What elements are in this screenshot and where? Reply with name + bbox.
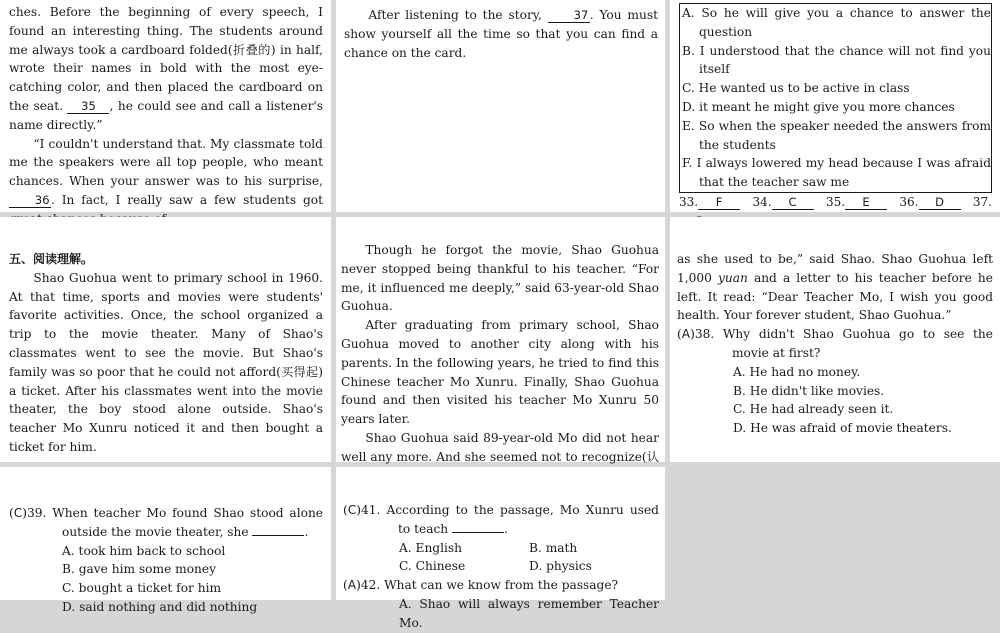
option: A. English xyxy=(399,540,462,555)
empty-area xyxy=(670,467,1000,600)
question-39: (C)39. When teacher Mo found Shao stood alone outside the movie theater, she . xyxy=(9,506,323,539)
passage-paragraph: Though he forgot the movie, Shao Guohua never stopped being thankful to his teacher. “For me, it influenced me deeply,” said 63-year-old Shao Guohua. xyxy=(341,243,659,314)
option-e: E. So when the speaker needed the answers from the students xyxy=(682,118,991,152)
blank-35: 35 xyxy=(67,99,109,114)
option: A. He had no money. xyxy=(733,364,861,379)
blank-39 xyxy=(252,524,304,536)
answer-39: C xyxy=(13,506,23,520)
option: B. He didn't like movies. xyxy=(733,383,885,398)
options-box xyxy=(679,3,992,193)
section-heading: 五、阅读理解。 xyxy=(9,252,94,266)
panel-top-right xyxy=(670,0,1000,212)
answer-35: E xyxy=(845,195,887,210)
answer-34: C xyxy=(772,195,814,210)
question-41: (C)41. According to the passage, Mo Xunru used to teach . xyxy=(343,503,659,536)
answer-36: D xyxy=(919,195,961,210)
question-38: (A)38. Why didn't Shao Guohua go to see the movie at first? xyxy=(677,327,993,360)
option-a: A. So he will give you a chance to answer the question xyxy=(682,6,991,39)
option-d: D. it meant he might give you more chances xyxy=(682,99,955,114)
option-f: F. I always lowered my head because I was afraid that the teacher saw me xyxy=(682,156,991,190)
blank-41 xyxy=(452,521,504,533)
option-row xyxy=(343,539,659,558)
option: D. said nothing and did nothing xyxy=(62,599,258,614)
option: C. bought a ticket for him xyxy=(62,581,222,596)
panel-mid-left xyxy=(0,217,331,462)
panel-bot-left xyxy=(0,467,331,614)
blank-36: 36 xyxy=(9,193,51,208)
option: B. gave him some money xyxy=(62,562,216,577)
panel-bot-mid xyxy=(336,467,665,630)
option: D. physics xyxy=(529,559,592,574)
panel-top-mid xyxy=(336,0,665,212)
option: C. Chinese xyxy=(399,559,466,574)
option-c: C. He wanted us to be active in class xyxy=(682,81,910,96)
passage-paragraph: After graduating from primary school, Shao Guohua moved to another city along with his parents. In the following years, he tried to find this Chinese teacher Mo Xunru. Finally, Shao Guohua found and then visited his teacher Mo Xunru 50 years later. xyxy=(341,318,659,427)
passage-paragraph: Shao Guohua said 89-year-old Mo did not hear well any more. And she seemed not to recognize(认 xyxy=(341,430,659,464)
panel-mid-right xyxy=(670,217,1000,462)
panel-top-left xyxy=(0,0,331,212)
option-b: B. I understood that the chance will not find you itself xyxy=(682,43,991,77)
option: A. took him back to school xyxy=(62,543,226,558)
option-row xyxy=(343,557,659,576)
option: A. Shao will always remember Teacher Mo. xyxy=(399,596,659,630)
option: B. math xyxy=(529,540,578,555)
passage-paragraph: Shao Guohua went to primary school in 1960. At that time, sports and movies were students' favorite activities. Once, the school organized a trip to the movie theater. Many of Shao's classmates went to see the movie. But Shao's family was so poor that he could not afford(买得起) a ticket. After his classmates went into the movie theater, the boy stood alone outside. Shao's teacher Mo Xunru noticed it and then bought a ticket for him. xyxy=(9,270,323,454)
option: D. He was afraid of movie theaters. xyxy=(733,421,952,436)
answer-33: F xyxy=(698,195,740,210)
passage-paragraph: as she used to be,” said Shao. Shao Guohua left 1,000 yuan and a letter to his teacher before he left. It read: “Dear Teacher Mo, I wish you good health. Your forever student, Shao Guohua.” xyxy=(677,252,993,323)
blank-37: 37 xyxy=(548,8,590,23)
answer-38: A xyxy=(681,327,691,342)
passage-paragraph: ches. Before the beginning of every speech, I found an interesting thing. The students around me always took a cardboard folded(折叠的) in half, wrote their names in bold with the most eye-catching color, and then placed the cardboard on the seat. 35 , he could see and call a listener's name directly.” xyxy=(9,5,324,132)
passage-paragraph: “I couldn't understand that. My classmate told me the speakers were all top people, who meant chances. When your answer was to his surprise, 36. In fact, I really saw a few students got xyxy=(9,136,323,207)
passage-paragraph: After listening to the story, 37. You must show yourself all the time so that you can find a chance on the card. xyxy=(344,8,658,60)
answer-row: 33. F 34. C 35. E 36. D 37. xyxy=(679,193,992,231)
option: C. He had already seen it. xyxy=(733,402,894,417)
panel-mid-mid xyxy=(336,217,665,462)
answer-41: C xyxy=(347,503,357,517)
question-42: (A)42. What can we know from the passage? xyxy=(343,578,619,593)
answer-42: A xyxy=(347,578,357,593)
